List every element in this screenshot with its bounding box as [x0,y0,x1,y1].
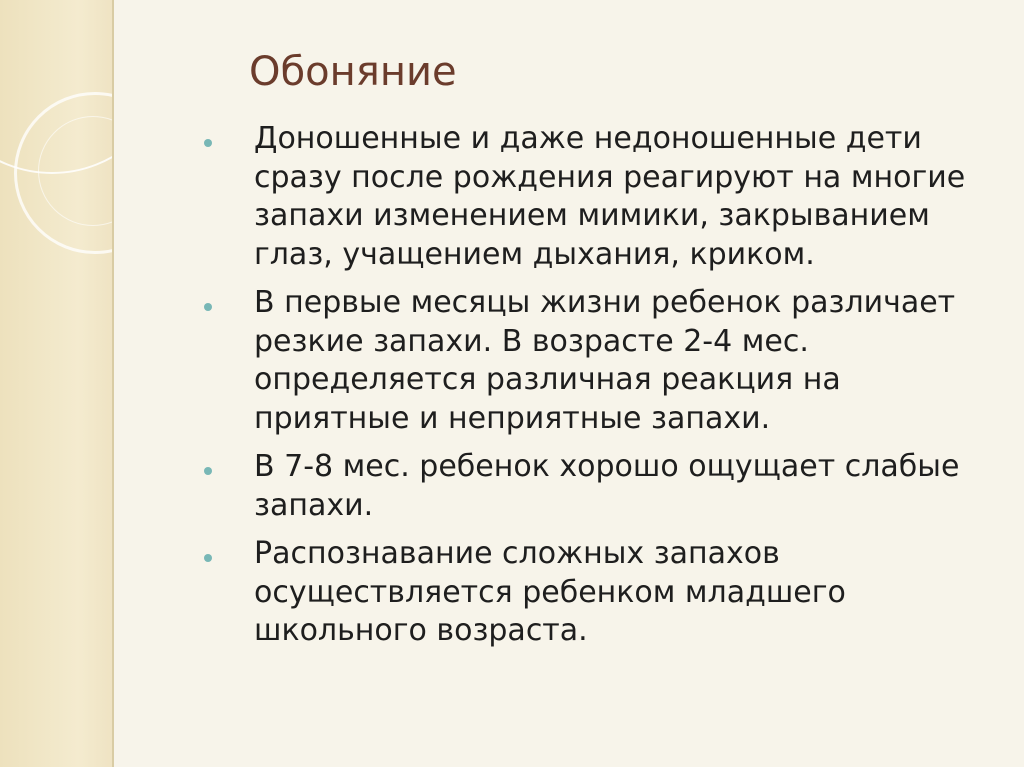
bullet-line: глаз, учащением дыхания, криком. [254,236,815,272]
bullet-line: В 7-8 мес. ребенок хорошо ощущает слабые [254,449,960,484]
bullet-text [254,448,1024,525]
slide-title: Обоняние [249,49,457,95]
bullet-line: В первые месяцы жизни ребенок различает [254,285,956,320]
bullet-line: запахи изменением мимики, закрыванием [254,198,930,233]
bullet-dot-icon [204,139,212,147]
bullet-dot-icon [204,554,212,562]
bullet-line: приятные и неприятные запахи. [254,400,771,436]
bullet-line: запахи. [254,487,374,523]
bullet-item [198,448,1024,525]
bullet-line: школьного возраста. [254,613,588,648]
bullet-dot-icon [204,303,212,311]
bullet-line: Распознавание сложных запахов [254,536,780,571]
bullet-text [254,120,1024,274]
bullet-text [254,535,1024,651]
bullet-item [198,120,1024,274]
bullet-line: определяется различная реакция на [254,362,841,397]
decorative-side-band [0,0,112,767]
bullet-list [198,120,1024,661]
bullet-line: Доношенные и даже недоношенные дети [254,121,922,156]
slide-content [114,0,1024,767]
bullet-line: осуществляется ребенком младшего [254,574,846,610]
bullet-line: сразу после рождения реагируют на многие [254,159,966,195]
bullet-dot-icon [204,467,212,475]
bullet-line: резкие запахи. В возрасте 2-4 мес. [254,323,809,359]
bullet-text [254,284,1024,438]
bullet-item [198,284,1024,438]
bullet-item [198,535,1024,651]
